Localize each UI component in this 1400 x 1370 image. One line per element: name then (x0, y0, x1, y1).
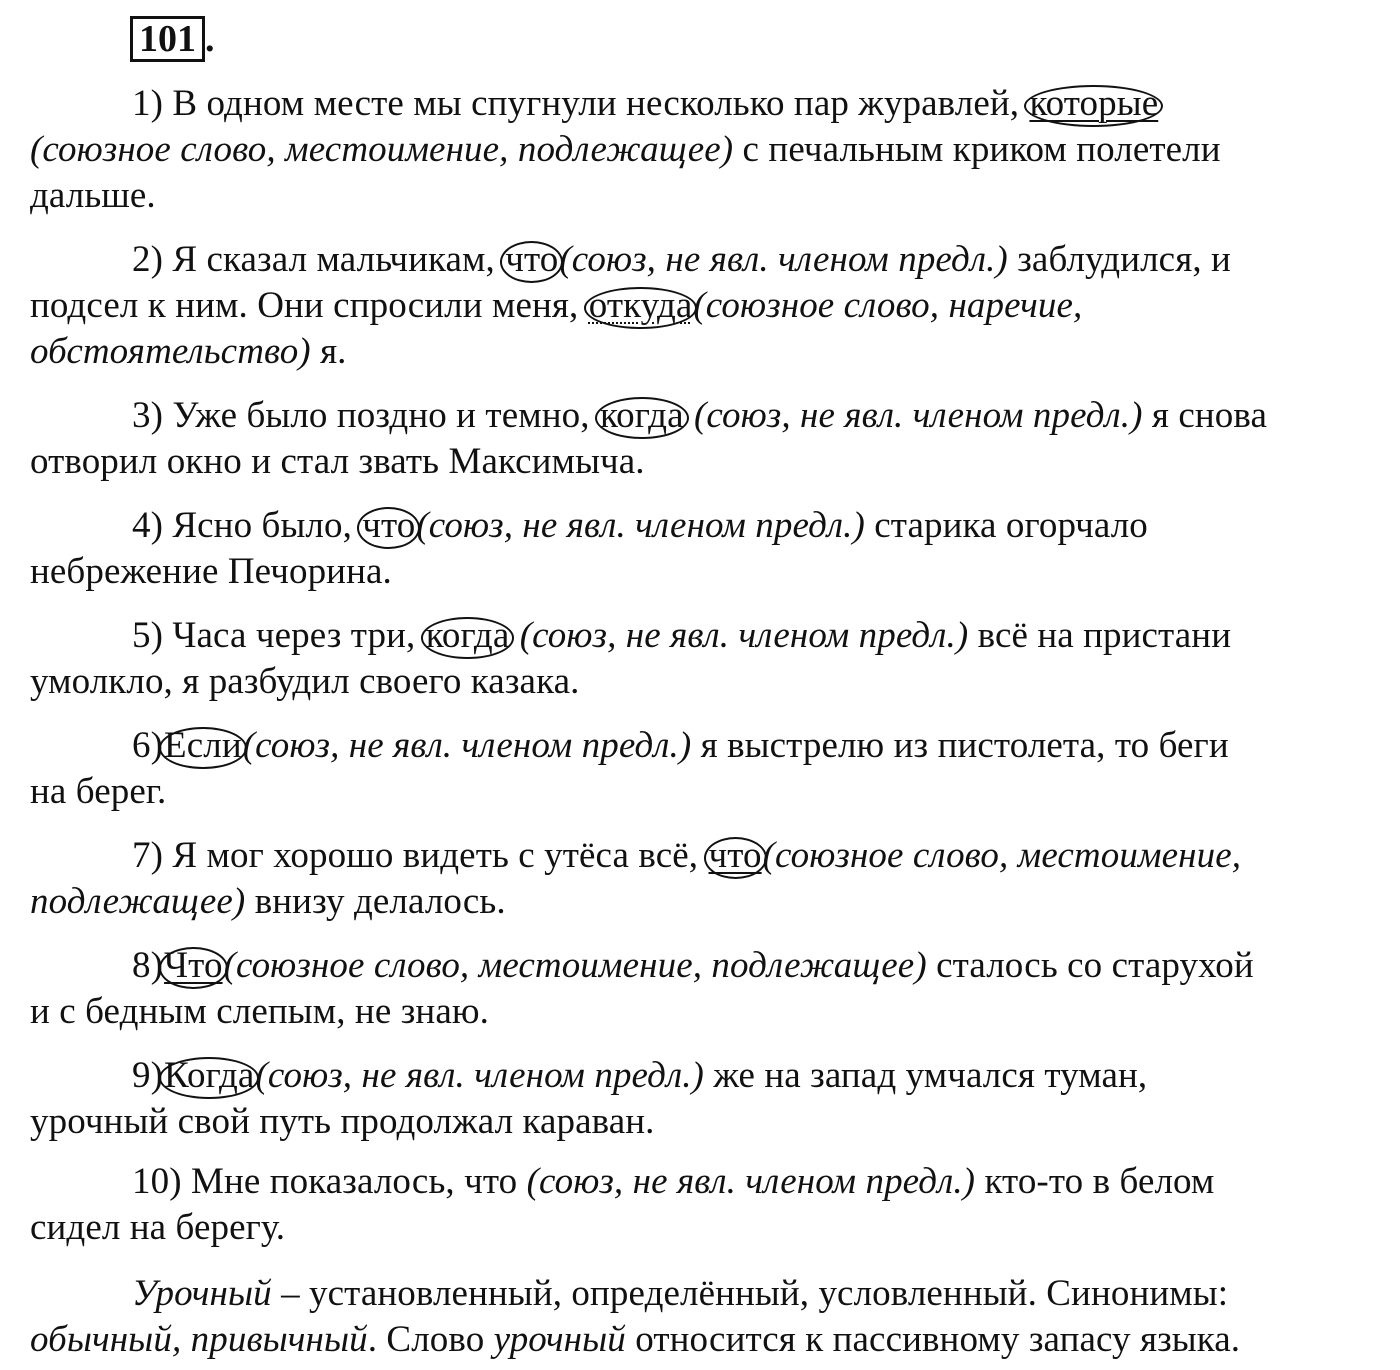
sentence-text: небрежение Печорина. (30, 551, 392, 592)
grammar-note: (союзное слово, местоимение, (762, 835, 1242, 876)
sentence-text: с печальным криком полетели (733, 129, 1221, 170)
sentence-text: 5) Часа через три, (132, 615, 425, 656)
sentence-text: старика огорчало (864, 505, 1148, 546)
circled-conjunction: Если (161, 724, 245, 768)
sentence-4-line-2 (30, 550, 392, 594)
exercise-number-dot: . (205, 18, 215, 60)
sentence-text: всё на пристани (968, 615, 1232, 656)
sentence-10-line-2 (30, 1206, 285, 1250)
grammar-note: (союз, не явл. членом предл.) (255, 1055, 704, 1096)
sentence-text: кто-то в белом (975, 1161, 1215, 1202)
vocabulary-note-line-2 (30, 1318, 1240, 1362)
circled-conjunction-word: которые (1026, 82, 1161, 126)
vocabulary-note-line-1 (132, 1272, 1228, 1316)
sentence-6-line-2 (30, 770, 166, 814)
grammar-note: (союзное слово, местоимение, подлежащее) (30, 129, 734, 170)
circled-conjunction-word: что (706, 834, 765, 878)
sentence-text: заблудился, и (1007, 239, 1231, 280)
vocabulary-term: урочный (493, 1319, 626, 1360)
exercise-number (130, 16, 215, 62)
grammar-note: (союз, не явл. членом предл.) (510, 615, 969, 656)
sentence-10-line-1 (132, 1160, 1214, 1204)
exercise-number-box: 101 (130, 16, 205, 62)
sentence-text: я снова (1142, 395, 1267, 436)
sentence-text: отворил окно и стал звать Максимыча. (30, 441, 645, 482)
grammar-note: (союз, не явл. членом предл.) (242, 725, 692, 766)
sentence-text: умолкло, я разбудил своего казака. (30, 661, 580, 702)
sentence-4-line-1 (132, 504, 1148, 548)
sentence-6-line-1 (132, 724, 1229, 768)
sentence-7-line-2 (30, 880, 506, 924)
sentence-text: 3) Уже было поздно и темно, (132, 395, 599, 436)
vocabulary-synonyms: обычный, привычный (30, 1319, 368, 1360)
vocabulary-definition: – установленный, определённый, условленный. Синонимы: (271, 1273, 1229, 1314)
sentence-8-line-1 (132, 944, 1254, 988)
sentence-text: 4) Ясно было, (132, 505, 362, 546)
sentence-text: 7) Я мог хорошо видеть с утёса всё, (132, 835, 708, 876)
sentence-1-line-3 (30, 174, 156, 218)
grammar-note: (союзное слово, наречие, (693, 285, 1083, 326)
sentence-text: я. (310, 331, 347, 372)
grammar-note: (союз, не явл. членом предл.) (684, 395, 1143, 436)
sentence-text: подсел к ним. Они спросили меня, (30, 285, 588, 326)
circled-conjunction: когда (423, 614, 513, 658)
sentence-9-line-2 (30, 1100, 655, 1144)
circled-conjunction: когда (597, 394, 687, 438)
sentence-3-line-2 (30, 440, 645, 484)
sentence-text: урочный свой путь продолжал караван. (30, 1101, 655, 1142)
sentence-9-line-1 (132, 1054, 1147, 1098)
circled-conjunction: Когда (161, 1054, 257, 1098)
sentence-text: сидел на берегу. (30, 1207, 286, 1248)
vocabulary-term: Урочный (132, 1273, 272, 1314)
grammar-note: (союз, не явл. членом предл.) (526, 1161, 976, 1202)
grammar-note: подлежащее) (30, 881, 246, 922)
sentence-text: я выстрелю из пистолета, то беги (691, 725, 1229, 766)
grammar-note: (союз, не явл. членом предл.) (559, 239, 1008, 280)
sentence-2-line-2 (30, 284, 1082, 328)
sentence-1-line-1 (132, 82, 1159, 126)
sentence-text: и с бедным слепым, не знаю. (30, 991, 489, 1032)
grammar-note: (союзное слово, местоимение, подлежащее) (223, 945, 927, 986)
sentence-text: внизу делалось. (245, 881, 506, 922)
sentence-text: 9) (132, 1055, 164, 1096)
sentence-7-line-1 (132, 834, 1241, 878)
circled-conjunction: что (502, 238, 561, 282)
sentence-text: 8) (132, 945, 164, 986)
vocabulary-text: относится к пассивному запасу языка. (625, 1319, 1241, 1360)
sentence-2-line-1 (132, 238, 1231, 282)
grammar-note: обстоятельство) (30, 331, 311, 372)
sentence-text: же на запад умчался туман, (703, 1055, 1148, 1096)
sentence-text: 6) (132, 725, 164, 766)
sentence-text: 1) В одном месте мы спугнули несколько пар журавлей, (132, 83, 1029, 124)
sentence-text: 2) Я сказал мальчикам, (132, 239, 505, 280)
circled-conjunction-word: Что (161, 944, 226, 988)
circled-conjunction: что (359, 504, 418, 548)
sentence-2-line-3 (30, 330, 347, 374)
sentence-5-line-1 (132, 614, 1231, 658)
sentence-text: сталось со старухой (926, 945, 1254, 986)
sentence-text: на берег. (30, 771, 167, 812)
sentence-text: 10) Мне показалось, что (132, 1161, 527, 1202)
sentence-3-line-1 (132, 394, 1267, 438)
sentence-text: дальше. (30, 175, 156, 216)
grammar-note: (союз, не явл. членом предл.) (416, 505, 865, 546)
circled-conjunction-word: откуда (586, 284, 696, 328)
sentence-8-line-2 (30, 990, 489, 1034)
sentence-5-line-2 (30, 660, 579, 704)
vocabulary-text: . Слово (367, 1319, 494, 1360)
sentence-1-line-2 (30, 128, 1221, 172)
